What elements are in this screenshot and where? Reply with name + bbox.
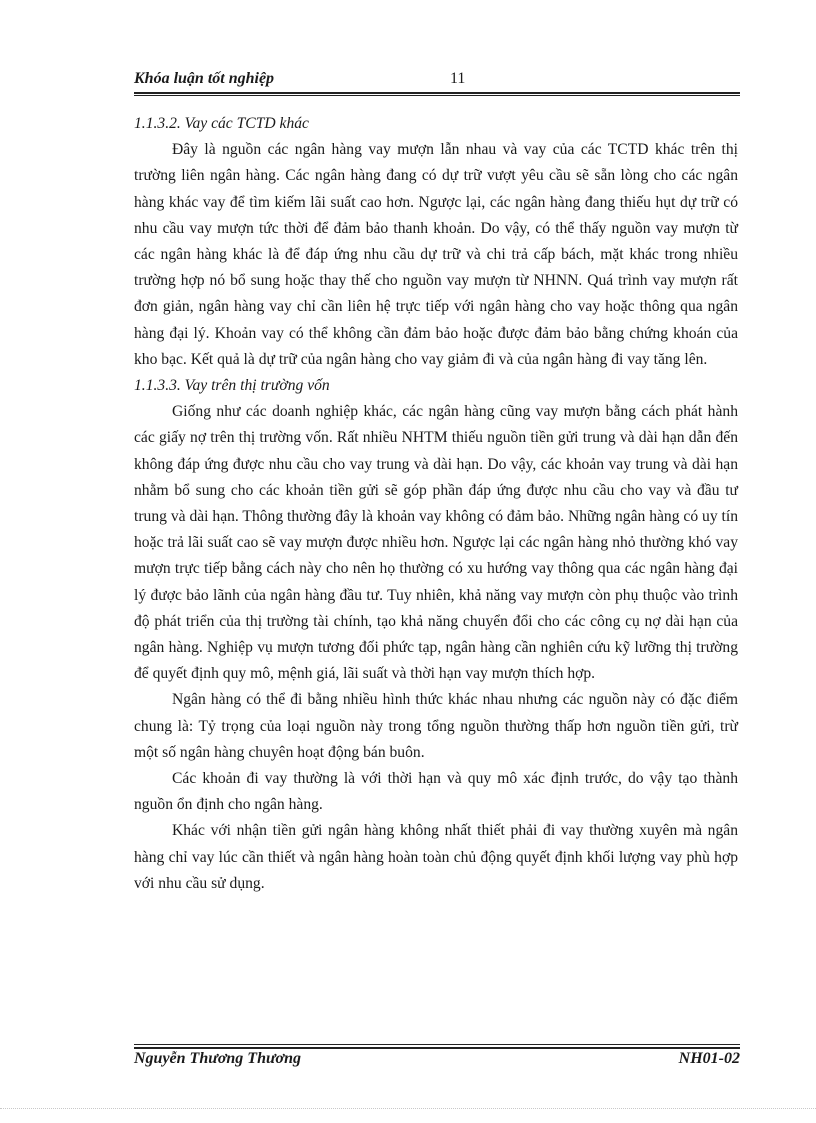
page-header: [134, 66, 740, 92]
header-title: Khóa luận tốt nghiệp: [134, 70, 275, 87]
footer-code: NH01-02: [678, 1050, 740, 1067]
paragraph: Khác với nhận tiền gửi ngân hàng không nhất thiết phải đi vay thường xuyên mà ngân hàng chỉ vay lúc cần thiết và ngân hàng hoàn toàn chủ động quyết định khối lượng vay phù hợp với nhu cầu sử dụng.: [134, 822, 738, 892]
footer-author: Nguyễn Thương Thương: [134, 1050, 302, 1067]
paragraph: Giống như các doanh nghiệp khác, các ngân hàng cũng vay mượn bằng cách phát hành các giấy nợ trên thị trường vốn. Rất nhiều NHTM thiếu nguồn tiền gửi trung và dài hạn dẫn đến không đáp ứng được nhu cầu cho vay trung và dài hạn. Do vậy, các khoản vay trung và dài hạn nhằm bổ sung cho các khoản tiền gửi sẽ góp phần đáp ứng được nhu cầu cho vay và đầu tư trung và dài hạn. Thông thường đây là khoản vay không có đảm bảo. Những ngân hàng có uy tín hoặc trả lãi suất cao sẽ vay mượn được nhiều hơn. Ngược lại các ngân hàng nhỏ thường khó vay mượn trực tiếp bằng cách này cho nên họ thường có xu hướng vay thông qua các ngân hàng đại lý được bảo lãnh của ngân hàng đầu tư. Tuy nhiên, khả năng vay mượn còn phụ thuộc vào trình độ phát triển của thị trường tài chính, tạo khả năng chuyển đổi cho các công cụ nợ dài hạn của ngân hàng. Nghiệp vụ mượn tương đối phức tạp, ngân hàng cần nghiên cứu kỹ lưỡng thị trường để quyết định quy mô, mệnh giá, lãi suất và thời hạn vay mượn thích hợp.: [134, 403, 738, 683]
header-rule-thin: [134, 95, 740, 96]
page-boundary-dotted-line: [0, 1108, 816, 1109]
paragraph: Ngân hàng có thể đi bằng nhiều hình thức khác nhau nhưng các nguồn này có đặc điểm chung là: Tỷ trọng của loại nguồn này trong tổng nguồn thường thấp hơn nguồn tiền gửi, trừ một số ngân hàng chuyên hoạt động bán buôn.: [134, 691, 738, 761]
page-body: [134, 111, 738, 897]
section-heading-1-1-3-3: 1.1.3.3. Vay trên thị trường vốn: [134, 377, 330, 395]
page-number: 11: [450, 70, 466, 87]
section-heading-1-1-3-2: 1.1.3.2. Vay các TCTD khác: [134, 115, 309, 132]
paragraph: Đây là nguồn các ngân hàng vay mượn lẫn nhau và vay của các TCTD khác trên thị trường liên ngân hàng. Các ngân hàng đang có dự trữ vượt yêu cầu sẽ sẵn lòng cho các ngân hàng khác vay để tìm kiếm lãi suất cao hơn. Ngược lại, các ngân hàng đang thiếu hụt dự trữ có nhu cầu vay mượn tức thời để đảm bảo thanh khoản. Do vậy, có thể thấy nguồn vay mượn từ các ngân hàng khác là để đáp ứng nhu cầu dự trữ và chi trả cấp bách, mặt khác trong nhiều trường hợp nó bổ sung hoặc thay thế cho nguồn vay mượn từ NHNN. Quá trình vay mượn rất đơn giản, ngân hàng vay chỉ cần liên hệ trực tiếp với ngân hàng cho vay hoặc thông qua ngân hàng đại lý. Khoản vay có thể không cần đảm bảo hoặc được đảm bảo bằng chứng khoán của kho bạc. Kết quả là dự trữ của ngân hàng cho vay giảm đi và của ngân hàng đi vay tăng lên.: [134, 141, 738, 368]
footer-rule: [134, 1047, 740, 1049]
header-rule: [134, 92, 740, 94]
footer-rule-thin: [134, 1044, 740, 1045]
paragraph: Các khoản đi vay thường là với thời hạn và quy mô xác định trước, do vậy tạo thành nguồn ổn định cho ngân hàng.: [134, 770, 738, 814]
